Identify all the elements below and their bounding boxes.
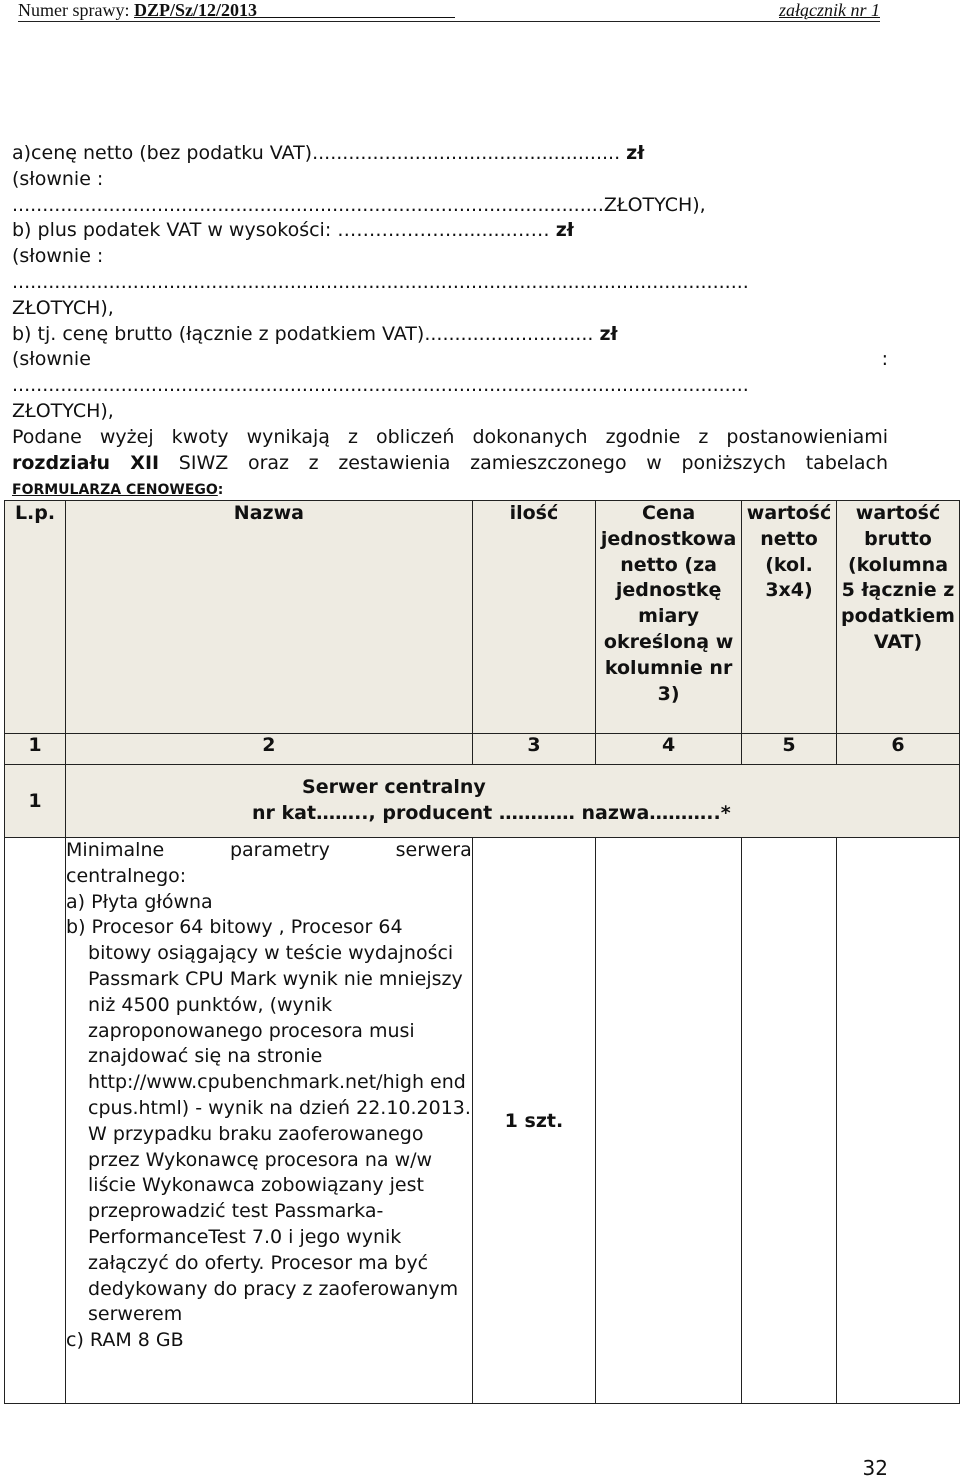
col-header-lp: L.p. (5, 501, 66, 734)
dotted-line: .......................................................................................................................... (12, 270, 749, 293)
price-statement (12, 141, 888, 502)
annex-label: załącznik nr 1 (779, 0, 880, 20)
words-label: (słownie : (12, 348, 888, 371)
vat-line: b) plus podatek VAT w wysokości: ………………..........…… zł (12, 219, 574, 242)
page-header (18, 0, 880, 22)
words-label: (słownie : (12, 245, 104, 268)
unit-price-cell[interactable] (596, 838, 742, 1404)
column-number: 2 (66, 734, 473, 765)
column-number: 5 (742, 734, 837, 765)
page-number: 32 (862, 1456, 888, 1480)
currency-line: ZŁOTYCH), (12, 296, 114, 319)
col-header-gross: wartość brutto (kolumna 5 łącznie z podatkiem VAT) (836, 501, 959, 734)
column-number-row (5, 734, 960, 765)
net-value-cell[interactable] (742, 838, 837, 1404)
item-lp: 1 (5, 765, 66, 838)
dotted-line: ..................................................................................................ZŁOTYCH), (12, 193, 706, 216)
col-header-unit-price: Cena jednostkowa netto (za jednostkę miary określoną w kolumnie nr 3) (596, 501, 742, 734)
item-title-row (5, 765, 960, 838)
spec-item-c: c) RAM 8 GB (66, 1329, 184, 1352)
col-header-qty: ilość (472, 501, 595, 734)
spec-empty-cell (5, 838, 66, 1404)
column-number: 6 (836, 734, 959, 765)
header-rule (18, 21, 880, 22)
net-price-line: a)cenę netto (bez podatku VAT)................................................... zł (12, 142, 645, 164)
case-number-label: Numer sprawy: DZP/Sz/12/2013 (18, 0, 257, 20)
item-qty: 1 szt. (472, 838, 595, 1404)
column-number: 4 (596, 734, 742, 765)
column-number: 3 (472, 734, 595, 765)
item-spec-row (5, 838, 960, 1404)
item-title (66, 765, 960, 838)
dotted-line: .......................................................................................................................... (12, 374, 749, 397)
item-catalog: nr kat…….., producent ………… nazwa………..* (252, 802, 731, 824)
spec-item-a: a) Płyta główna (66, 890, 213, 913)
form-title: FORMULARZA CENOWEGO: (12, 482, 224, 499)
currency-line: ZŁOTYCH), (12, 399, 114, 422)
col-header-name: Nazwa (66, 501, 473, 734)
price-table (4, 500, 960, 1404)
statement-text: Podane wyżej kwoty wynikają z obliczeń dokonanych zgodnie z postanowieniami (12, 425, 888, 448)
table-header-row (5, 501, 960, 734)
words-label: (słownie : (12, 167, 104, 190)
col-header-net: wartość netto (kol. 3x4) (742, 501, 837, 734)
spec-intro: Minimalne parametry serwera centralnego: (66, 839, 472, 887)
gross-price-line: b) tj. cenę brutto (łącznie z podatkiem VAT)............................ zł (12, 322, 618, 345)
statement-text: rozdziału XII SIWZ oraz z zestawienia zamieszczonego w poniższych tabelach (12, 451, 888, 474)
item-name: Serwer centralny (302, 776, 486, 799)
spec-item-b: b) Procesor 64 bitowy , Procesor 64 bitowy osiągający w teście wydajności Passmark CPU Mark wynik nie mniejszy niż 4500 punktów, (wynik zaproponowanego procesora musi znajdować się na stronie http://www.cpubenchmark.net/high end cpus.html) - wynik na dzień 22.10.2013. W przypadku braku zaoferowanego przez Wykonawcę procesora na w/w liście Wykonawca zobowiązany jest przeprowadzić test Passmarka-PerformanceTest 7.0 i jego wynik załączyć do oferty. Procesor ma być dedykowany do pracy z zaoferowanym serwerem (66, 916, 471, 1326)
spec-cell (66, 838, 473, 1404)
column-number: 1 (5, 734, 66, 765)
gross-value-cell[interactable] (836, 838, 959, 1404)
